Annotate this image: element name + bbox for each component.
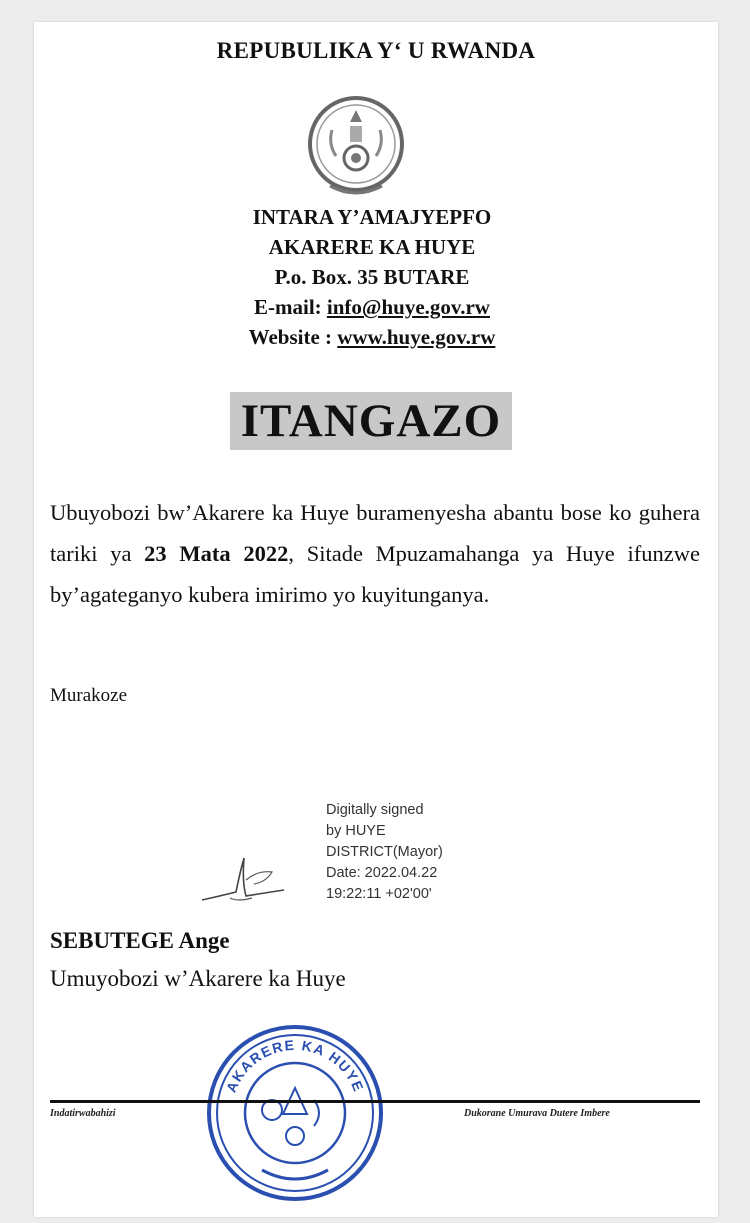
- digital-signature-line: Date: 2022.04.22: [326, 865, 438, 881]
- digital-signature-line: DISTRICT(Mayor): [326, 844, 443, 860]
- website-link[interactable]: www.huye.gov.rw: [337, 325, 496, 349]
- body-text-part2: , Sitade Mpuzamahanga ya Huye ifunzwe by’agateganyo kubera imirimo yo kuyitunganya.: [50, 541, 700, 607]
- handwritten-signature-icon: [200, 852, 286, 916]
- website-line: [134, 322, 610, 352]
- province-line: INTARA Y’AMAJYEPFO: [252, 205, 492, 229]
- official-stamp-icon: [202, 1018, 388, 1208]
- email-link[interactable]: info@huye.gov.rw: [326, 295, 490, 319]
- body-text-part1: Ubuyobozi bw’Akarere ka Huye buramenyesha abantu bose ko guhera tariki ya: [50, 500, 700, 566]
- footer-motto-left: Indatirwabahizi: [50, 1108, 116, 1119]
- email-label: E-mail:: [254, 295, 327, 319]
- email-line: [134, 292, 610, 322]
- digital-signature-block: [326, 800, 486, 905]
- signer-name: SEBUTEGE Ange: [50, 928, 230, 953]
- website-label: Website :: [248, 325, 338, 349]
- republic-heading: REPUBULIKA Y‘ U RWANDA: [216, 38, 536, 63]
- footer-divider: [50, 1100, 700, 1103]
- footer-motto-right: Dukorane Umurava Dutere Imbere: [464, 1108, 610, 1119]
- closing-text: Murakoze: [50, 685, 128, 706]
- stamp-text: AKARERE KA HUYE: [222, 1036, 368, 1095]
- district-line: AKARERE KA HUYE: [268, 235, 476, 259]
- notice-title: ITANGAZO: [230, 392, 512, 450]
- po-box-line: P.o. Box. 35 BUTARE: [274, 265, 470, 289]
- body-date: 23 Mata 2022: [144, 541, 289, 566]
- digital-signature-line: Digitally signed: [326, 802, 424, 818]
- address-block: [134, 202, 610, 352]
- signer-title: Umuyobozi w’Akarere ka Huye: [50, 966, 346, 991]
- coat-of-arms-icon: [304, 70, 408, 218]
- digital-signature-line: by HUYE: [326, 823, 386, 839]
- digital-signature-line: 19:22:11 +02'00': [326, 886, 432, 902]
- document-page: [34, 22, 718, 1217]
- notice-body: [50, 492, 700, 615]
